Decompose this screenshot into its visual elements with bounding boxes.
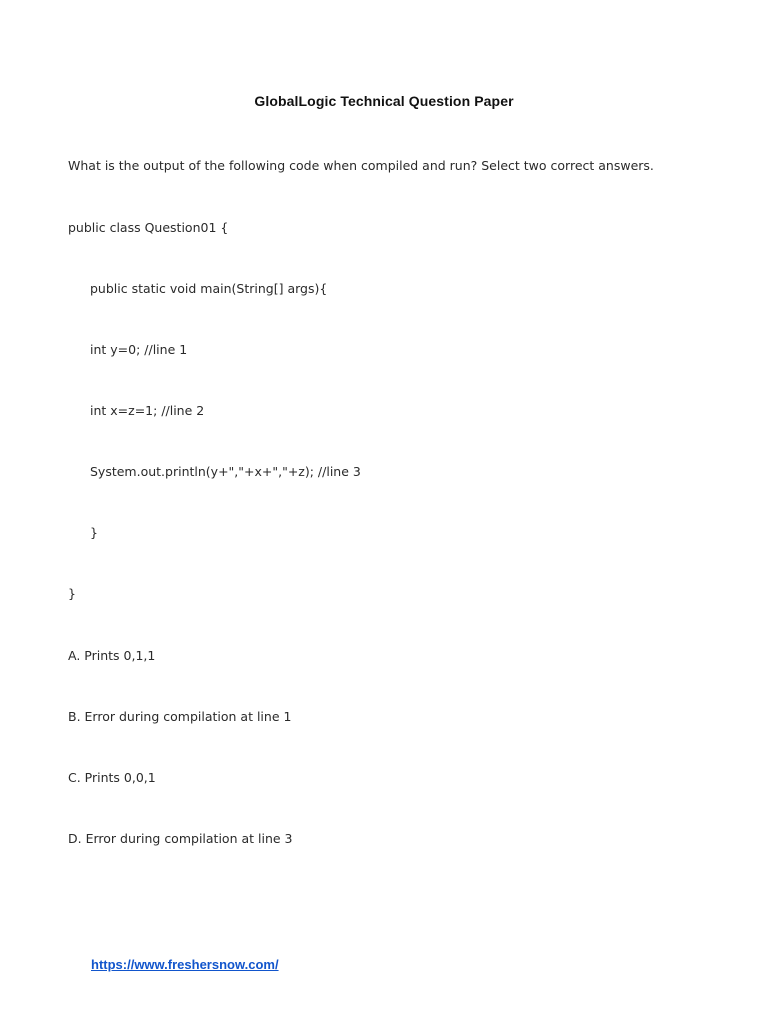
option-a: A. Prints 0,1,1 <box>68 648 156 663</box>
option-b: B. Error during compilation at line 1 <box>68 709 292 724</box>
code-outer-close-brace: } <box>68 586 76 601</box>
code-inner-close-brace: } <box>90 525 98 540</box>
code-main-declaration: public static void main(String[] args){ <box>90 281 328 296</box>
footer-link[interactable]: https://www.freshersnow.com/ <box>91 957 279 972</box>
option-c: C. Prints 0,0,1 <box>68 770 156 785</box>
question-text: What is the output of the following code when compiled and run? Select two correct answers. <box>68 158 654 173</box>
page-title: GlobalLogic Technical Question Paper <box>254 93 514 109</box>
code-class-declaration: public class Question01 { <box>68 220 229 235</box>
code-line-3: System.out.println(y+","+x+","+z); //line 3 <box>90 464 361 479</box>
code-line-2: int x=z=1; //line 2 <box>90 403 205 418</box>
option-d: D. Error during compilation at line 3 <box>68 831 293 846</box>
code-line-1: int y=0; //line 1 <box>90 342 188 357</box>
